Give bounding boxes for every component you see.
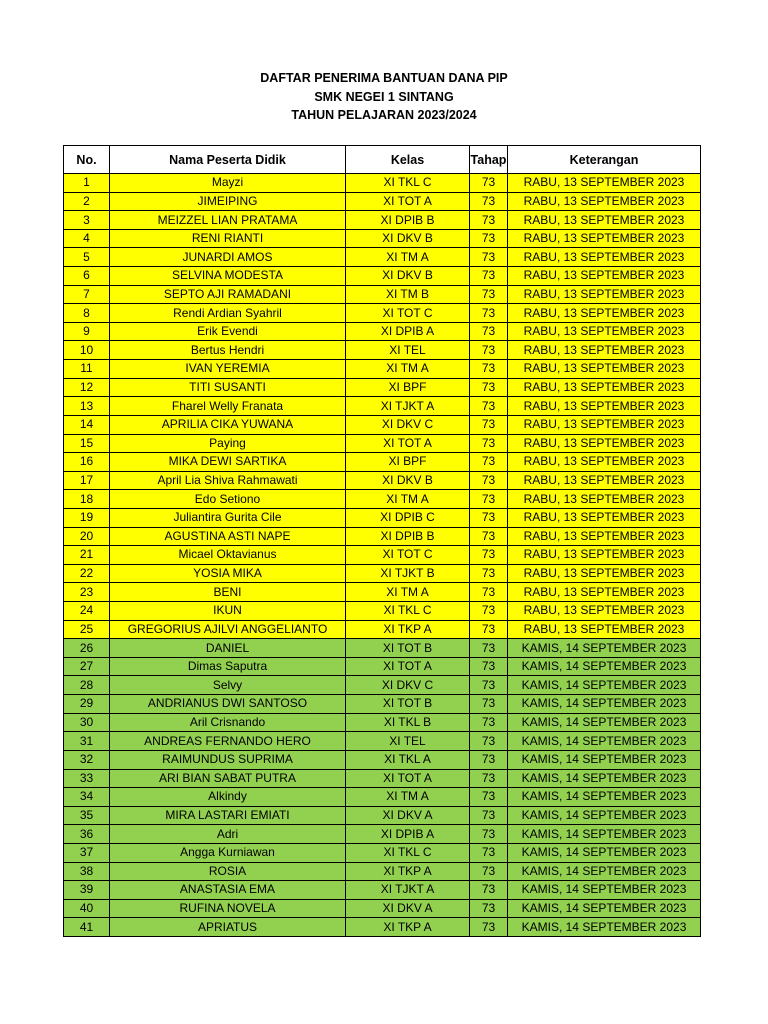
table-row (64, 695, 701, 714)
cell-kelas: XI TM B (346, 285, 470, 304)
cell-no: 9 (64, 322, 110, 341)
cell-no: 39 (64, 881, 110, 900)
table-row (64, 527, 701, 546)
cell-nama: MIKA DEWI SARTIKA (110, 453, 346, 472)
cell-keterangan: RABU, 13 SEPTEMBER 2023 (508, 583, 701, 602)
cell-kelas: XI TOT A (346, 192, 470, 211)
cell-nama: ANDREAS FERNANDO HERO (110, 732, 346, 751)
cell-no: 23 (64, 583, 110, 602)
cell-nama: Fharel Welly Franata (110, 397, 346, 416)
table-row (64, 676, 701, 695)
table-row (64, 248, 701, 267)
cell-kelas: XI TKP A (346, 862, 470, 881)
cell-no: 4 (64, 229, 110, 248)
cell-keterangan: RABU, 13 SEPTEMBER 2023 (508, 564, 701, 583)
cell-keterangan: KAMIS, 14 SEPTEMBER 2023 (508, 862, 701, 881)
table-row (64, 453, 701, 472)
table-row (64, 360, 701, 379)
header-nama: Nama Peserta Didik (110, 146, 346, 174)
cell-keterangan: KAMIS, 14 SEPTEMBER 2023 (508, 713, 701, 732)
cell-keterangan: RABU, 13 SEPTEMBER 2023 (508, 471, 701, 490)
cell-keterangan: RABU, 13 SEPTEMBER 2023 (508, 546, 701, 565)
table-row (64, 602, 701, 621)
cell-tahap: 73 (470, 322, 508, 341)
cell-keterangan: RABU, 13 SEPTEMBER 2023 (508, 211, 701, 230)
table-row (64, 713, 701, 732)
cell-keterangan: RABU, 13 SEPTEMBER 2023 (508, 490, 701, 509)
cell-tahap: 73 (470, 583, 508, 602)
cell-nama: Angga Kurniawan (110, 843, 346, 862)
cell-keterangan: RABU, 13 SEPTEMBER 2023 (508, 322, 701, 341)
header-kelas: Kelas (346, 146, 470, 174)
cell-nama: JIMEIPING (110, 192, 346, 211)
cell-kelas: XI TEL (346, 732, 470, 751)
table-row (64, 732, 701, 751)
cell-tahap: 73 (470, 676, 508, 695)
cell-nama: Juliantira Gurita Cile (110, 508, 346, 527)
cell-kelas: XI TJKT B (346, 564, 470, 583)
cell-nama: APRILIA CIKA YUWANA (110, 415, 346, 434)
cell-tahap: 73 (470, 192, 508, 211)
cell-tahap: 73 (470, 657, 508, 676)
cell-keterangan: KAMIS, 14 SEPTEMBER 2023 (508, 695, 701, 714)
cell-keterangan: KAMIS, 14 SEPTEMBER 2023 (508, 918, 701, 937)
cell-nama: APRIATUS (110, 918, 346, 937)
cell-nama: IVAN YEREMIA (110, 360, 346, 379)
cell-tahap: 73 (470, 415, 508, 434)
cell-nama: SEPTO AJI RAMADANI (110, 285, 346, 304)
cell-kelas: XI TKP A (346, 918, 470, 937)
cell-tahap: 73 (470, 229, 508, 248)
cell-tahap: 73 (470, 341, 508, 360)
cell-no: 7 (64, 285, 110, 304)
cell-no: 21 (64, 546, 110, 565)
table-row (64, 508, 701, 527)
title-line-1: DAFTAR PENERIMA BANTUAN DANA PIP (260, 71, 508, 85)
cell-tahap: 73 (470, 267, 508, 286)
table-row (64, 657, 701, 676)
table-header-row (64, 146, 701, 174)
cell-keterangan: RABU, 13 SEPTEMBER 2023 (508, 434, 701, 453)
cell-no: 33 (64, 769, 110, 788)
cell-nama: ANASTASIA EMA (110, 881, 346, 900)
cell-keterangan: KAMIS, 14 SEPTEMBER 2023 (508, 657, 701, 676)
cell-tahap: 73 (470, 397, 508, 416)
table-row (64, 229, 701, 248)
cell-nama: IKUN (110, 602, 346, 621)
cell-tahap: 73 (470, 843, 508, 862)
table-row (64, 415, 701, 434)
cell-no: 29 (64, 695, 110, 714)
cell-no: 15 (64, 434, 110, 453)
cell-nama: AGUSTINA ASTI NAPE (110, 527, 346, 546)
cell-keterangan: RABU, 13 SEPTEMBER 2023 (508, 267, 701, 286)
cell-nama: April Lia Shiva Rahmawati (110, 471, 346, 490)
cell-no: 24 (64, 602, 110, 621)
table-row (64, 918, 701, 937)
cell-no: 34 (64, 788, 110, 807)
table-body (64, 174, 701, 937)
table-row (64, 750, 701, 769)
cell-keterangan: KAMIS, 14 SEPTEMBER 2023 (508, 843, 701, 862)
cell-tahap: 73 (470, 248, 508, 267)
cell-keterangan: RABU, 13 SEPTEMBER 2023 (508, 415, 701, 434)
cell-keterangan: KAMIS, 14 SEPTEMBER 2023 (508, 881, 701, 900)
cell-kelas: XI TOT C (346, 304, 470, 323)
cell-tahap: 73 (470, 434, 508, 453)
cell-tahap: 73 (470, 453, 508, 472)
cell-nama: MEIZZEL LIAN PRATAMA (110, 211, 346, 230)
cell-keterangan: RABU, 13 SEPTEMBER 2023 (508, 620, 701, 639)
cell-keterangan: RABU, 13 SEPTEMBER 2023 (508, 360, 701, 379)
cell-tahap: 73 (470, 639, 508, 658)
cell-nama: Alkindy (110, 788, 346, 807)
header-keterangan: Keterangan (508, 146, 701, 174)
cell-nama: Aril Crisnando (110, 713, 346, 732)
cell-keterangan: KAMIS, 14 SEPTEMBER 2023 (508, 788, 701, 807)
cell-kelas: XI DPIB C (346, 508, 470, 527)
cell-keterangan: RABU, 13 SEPTEMBER 2023 (508, 527, 701, 546)
table-row (64, 806, 701, 825)
cell-tahap: 73 (470, 490, 508, 509)
cell-nama: Mayzi (110, 174, 346, 193)
cell-no: 20 (64, 527, 110, 546)
cell-nama: RUFINA NOVELA (110, 899, 346, 918)
cell-no: 38 (64, 862, 110, 881)
header-tahap: Tahap (470, 146, 508, 174)
cell-tahap: 73 (470, 360, 508, 379)
cell-kelas: XI TOT A (346, 769, 470, 788)
cell-nama: ROSIA (110, 862, 346, 881)
cell-keterangan: KAMIS, 14 SEPTEMBER 2023 (508, 639, 701, 658)
cell-no: 11 (64, 360, 110, 379)
table-row (64, 843, 701, 862)
table-row (64, 583, 701, 602)
cell-keterangan: RABU, 13 SEPTEMBER 2023 (508, 378, 701, 397)
cell-keterangan: RABU, 13 SEPTEMBER 2023 (508, 602, 701, 621)
cell-nama: Bertus Hendri (110, 341, 346, 360)
cell-no: 31 (64, 732, 110, 751)
cell-no: 5 (64, 248, 110, 267)
cell-kelas: XI TM A (346, 583, 470, 602)
cell-kelas: XI DKV C (346, 415, 470, 434)
cell-nama: ANDRIANUS DWI SANTOSO (110, 695, 346, 714)
cell-kelas: XI TEL (346, 341, 470, 360)
cell-nama: TITI SUSANTI (110, 378, 346, 397)
cell-tahap: 73 (470, 602, 508, 621)
cell-kelas: XI DKV A (346, 806, 470, 825)
cell-keterangan: KAMIS, 14 SEPTEMBER 2023 (508, 806, 701, 825)
cell-keterangan: RABU, 13 SEPTEMBER 2023 (508, 453, 701, 472)
cell-kelas: XI BPF (346, 453, 470, 472)
cell-tahap: 73 (470, 174, 508, 193)
cell-keterangan: RABU, 13 SEPTEMBER 2023 (508, 508, 701, 527)
cell-no: 35 (64, 806, 110, 825)
cell-tahap: 73 (470, 620, 508, 639)
cell-nama: Adri (110, 825, 346, 844)
table-row (64, 769, 701, 788)
recipient-table (63, 145, 701, 937)
cell-no: 1 (64, 174, 110, 193)
cell-no: 8 (64, 304, 110, 323)
cell-nama: JUNARDI AMOS (110, 248, 346, 267)
cell-no: 13 (64, 397, 110, 416)
cell-no: 37 (64, 843, 110, 862)
table-row (64, 564, 701, 583)
cell-nama: MIRA LASTARI EMIATI (110, 806, 346, 825)
cell-tahap: 73 (470, 750, 508, 769)
cell-tahap: 73 (470, 862, 508, 881)
table-row (64, 490, 701, 509)
cell-nama: BENI (110, 583, 346, 602)
cell-keterangan: KAMIS, 14 SEPTEMBER 2023 (508, 769, 701, 788)
cell-nama: Edo Setiono (110, 490, 346, 509)
cell-no: 22 (64, 564, 110, 583)
title-line-3: TAHUN PELAJARAN 2023/2024 (291, 108, 477, 122)
cell-kelas: XI TOT B (346, 639, 470, 658)
cell-tahap: 73 (470, 788, 508, 807)
cell-kelas: XI TM A (346, 490, 470, 509)
cell-no: 28 (64, 676, 110, 695)
cell-nama: RENI RIANTI (110, 229, 346, 248)
cell-kelas: XI TOT B (346, 695, 470, 714)
cell-no: 12 (64, 378, 110, 397)
cell-tahap: 73 (470, 527, 508, 546)
cell-no: 27 (64, 657, 110, 676)
table-row (64, 639, 701, 658)
cell-nama: Selvy (110, 676, 346, 695)
table-row (64, 620, 701, 639)
cell-tahap: 73 (470, 899, 508, 918)
cell-nama: GREGORIUS AJILVI ANGGELIANTO (110, 620, 346, 639)
cell-keterangan: KAMIS, 14 SEPTEMBER 2023 (508, 732, 701, 751)
cell-tahap: 73 (470, 825, 508, 844)
cell-keterangan: KAMIS, 14 SEPTEMBER 2023 (508, 750, 701, 769)
cell-tahap: 73 (470, 806, 508, 825)
table-row (64, 285, 701, 304)
cell-tahap: 73 (470, 732, 508, 751)
table-row (64, 341, 701, 360)
cell-kelas: XI TM A (346, 360, 470, 379)
table-row (64, 862, 701, 881)
cell-no: 3 (64, 211, 110, 230)
cell-kelas: XI TKL C (346, 843, 470, 862)
cell-nama: Paying (110, 434, 346, 453)
cell-no: 32 (64, 750, 110, 769)
table-row (64, 304, 701, 323)
cell-tahap: 73 (470, 304, 508, 323)
document-title (0, 69, 768, 125)
table-row (64, 267, 701, 286)
cell-keterangan: KAMIS, 14 SEPTEMBER 2023 (508, 825, 701, 844)
table-row (64, 192, 701, 211)
cell-kelas: XI DPIB B (346, 527, 470, 546)
cell-kelas: XI DPIB B (346, 211, 470, 230)
cell-kelas: XI DKV C (346, 676, 470, 695)
cell-no: 26 (64, 639, 110, 658)
cell-keterangan: KAMIS, 14 SEPTEMBER 2023 (508, 899, 701, 918)
cell-no: 14 (64, 415, 110, 434)
cell-tahap: 73 (470, 211, 508, 230)
cell-keterangan: RABU, 13 SEPTEMBER 2023 (508, 248, 701, 267)
cell-no: 40 (64, 899, 110, 918)
cell-nama: Erik Evendi (110, 322, 346, 341)
cell-no: 6 (64, 267, 110, 286)
cell-nama: ARI BIAN SABAT PUTRA (110, 769, 346, 788)
table-row (64, 825, 701, 844)
cell-kelas: XI DPIB A (346, 322, 470, 341)
header-no: No. (64, 146, 110, 174)
cell-tahap: 73 (470, 695, 508, 714)
cell-no: 41 (64, 918, 110, 937)
cell-kelas: XI TM A (346, 788, 470, 807)
table-row (64, 899, 701, 918)
cell-nama: Rendi Ardian Syahril (110, 304, 346, 323)
cell-keterangan: RABU, 13 SEPTEMBER 2023 (508, 192, 701, 211)
cell-tahap: 73 (470, 471, 508, 490)
cell-kelas: XI DKV B (346, 471, 470, 490)
cell-no: 2 (64, 192, 110, 211)
cell-no: 18 (64, 490, 110, 509)
table-row (64, 322, 701, 341)
cell-no: 25 (64, 620, 110, 639)
cell-no: 30 (64, 713, 110, 732)
cell-kelas: XI TOT A (346, 657, 470, 676)
table-row (64, 546, 701, 565)
cell-kelas: XI DKV B (346, 267, 470, 286)
cell-kelas: XI TKL C (346, 602, 470, 621)
cell-tahap: 73 (470, 564, 508, 583)
cell-keterangan: RABU, 13 SEPTEMBER 2023 (508, 174, 701, 193)
cell-kelas: XI TJKT A (346, 881, 470, 900)
table-row (64, 881, 701, 900)
cell-kelas: XI BPF (346, 378, 470, 397)
cell-tahap: 73 (470, 769, 508, 788)
cell-no: 36 (64, 825, 110, 844)
cell-tahap: 73 (470, 378, 508, 397)
cell-kelas: XI TJKT A (346, 397, 470, 416)
cell-no: 10 (64, 341, 110, 360)
cell-nama: DANIEL (110, 639, 346, 658)
table-row (64, 471, 701, 490)
table-row (64, 211, 701, 230)
cell-keterangan: RABU, 13 SEPTEMBER 2023 (508, 397, 701, 416)
cell-kelas: XI DKV B (346, 229, 470, 248)
cell-nama: RAIMUNDUS SUPRIMA (110, 750, 346, 769)
cell-kelas: XI TKP A (346, 620, 470, 639)
table-row (64, 378, 701, 397)
cell-keterangan: RABU, 13 SEPTEMBER 2023 (508, 341, 701, 360)
cell-tahap: 73 (470, 918, 508, 937)
cell-tahap: 73 (470, 508, 508, 527)
cell-kelas: XI DKV A (346, 899, 470, 918)
cell-tahap: 73 (470, 546, 508, 565)
table-row (64, 434, 701, 453)
cell-keterangan: RABU, 13 SEPTEMBER 2023 (508, 285, 701, 304)
cell-no: 17 (64, 471, 110, 490)
cell-tahap: 73 (470, 285, 508, 304)
cell-tahap: 73 (470, 881, 508, 900)
cell-keterangan: RABU, 13 SEPTEMBER 2023 (508, 229, 701, 248)
cell-kelas: XI DPIB A (346, 825, 470, 844)
table-row (64, 397, 701, 416)
cell-keterangan: RABU, 13 SEPTEMBER 2023 (508, 304, 701, 323)
cell-keterangan: KAMIS, 14 SEPTEMBER 2023 (508, 676, 701, 695)
cell-nama: Micael Oktavianus (110, 546, 346, 565)
cell-nama: Dimas Saputra (110, 657, 346, 676)
cell-tahap: 73 (470, 713, 508, 732)
cell-no: 16 (64, 453, 110, 472)
cell-nama: YOSIA MIKA (110, 564, 346, 583)
cell-kelas: XI TM A (346, 248, 470, 267)
table-row (64, 174, 701, 193)
cell-kelas: XI TKL B (346, 713, 470, 732)
cell-kelas: XI TKL A (346, 750, 470, 769)
cell-kelas: XI TKL C (346, 174, 470, 193)
cell-nama: SELVINA MODESTA (110, 267, 346, 286)
cell-no: 19 (64, 508, 110, 527)
table-row (64, 788, 701, 807)
cell-kelas: XI TOT A (346, 434, 470, 453)
cell-kelas: XI TOT C (346, 546, 470, 565)
title-line-2: SMK NEGEI 1 SINTANG (314, 89, 454, 104)
